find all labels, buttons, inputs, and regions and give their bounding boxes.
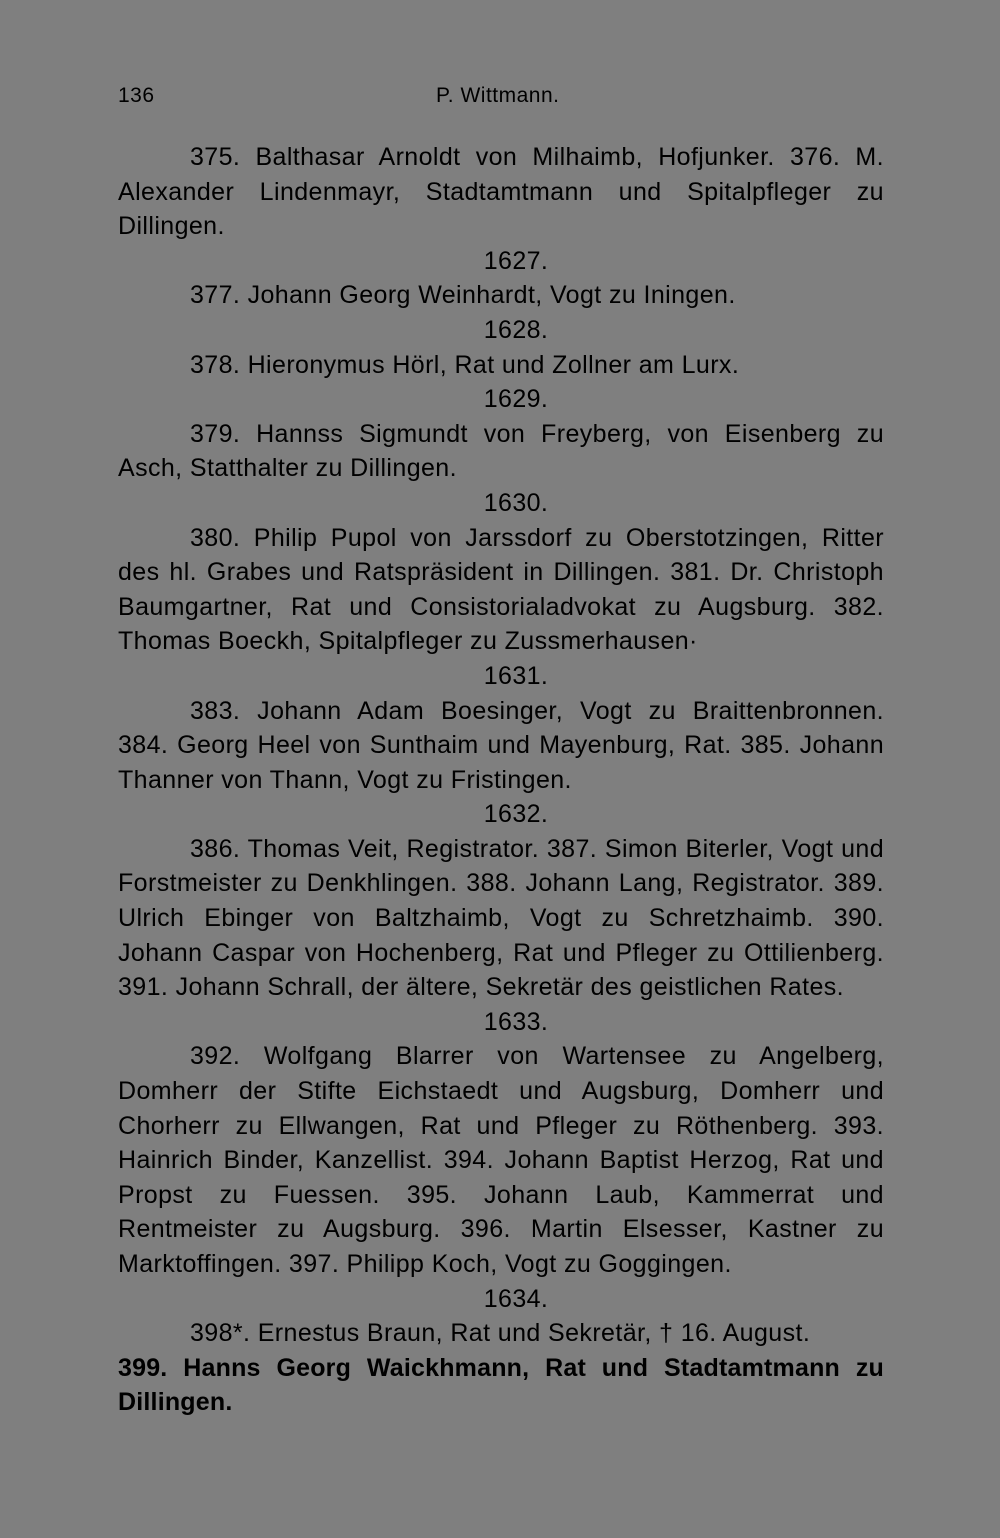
year-heading: 1627. [483,246,549,275]
year-heading: 1628. [483,315,549,344]
year-heading: 1629. [483,385,549,414]
year-heading: 1630. [483,488,549,517]
year-heading: 1634. [483,1284,549,1313]
page-number: 136 [118,84,155,107]
running-title: P. Wittmann. [436,84,560,107]
register-entry-paragraph: 377. Johann Georg Weinhardt, Vogt zu Iningen. [190,281,736,310]
register-entry-paragraph: 392. Wolfgang Blarrer von Wartensee zu Angelberg, Domherr der Stifte Eichstaedt und Augsburg, Domherr und Chorherr zu Ellwangen, Rat und Pfleger zu Röthenberg. 393. Hainrich Binder, Kanzellist. 394. Johann Baptist Herzog, Rat und Propst zu Fuessen. 395. Johann Laub, Kammerrat und Rentmeister zu Augsburg. 396. Martin Elsesser, Kastner zu Marktoffingen. 397. Philipp Koch, Vogt zu Goggingen. [118,1042,884,1278]
register-entry-paragraph: 399. Hanns Georg Waickhmann, Rat und Stadtamtmann zu Dillingen. [118,1353,884,1417]
register-entry-paragraph: 398*. Ernestus Braun, Rat und Sekretär, † 16. August. [190,1319,811,1348]
year-heading: 1631. [483,661,549,690]
page-header [118,84,888,118]
register-entry-paragraph: 383. Johann Adam Boesinger, Vogt zu Braittenbronnen. 384. Georg Heel von Sunthaim und Mayenburg, Rat. 385. Johann Thanner von Thann, Vogt zu Fristingen. [118,696,884,794]
register-entry-paragraph: 375. Balthasar Arnoldt von Milhaimb, Hofjunker. 376. M. Alexander Lindenmayr, Stadtamtmann und Spitalpfleger zu Dillingen. [118,143,884,241]
register-entry-paragraph: 379. Hannss Sigmundt von Freyberg, von Eisenberg zu Asch, Statthalter zu Dillingen. [118,419,884,483]
register-entry-paragraph: 380. Philip Pupol von Jarssdorf zu Oberstotzingen, Ritter des hl. Grabes und Ratspräsident in Dillingen. 381. Dr. Christoph Baumgartner, Rat und Consistorialadvokat zu Augsburg. 382. Thomas Boeckh, Spitalpfleger zu Zussmerhausen· [118,523,884,656]
year-heading: 1633. [483,1007,549,1036]
register-entry-paragraph: 386. Thomas Veit, Registrator. 387. Simon Biterler, Vogt und Forstmeister zu Denkhlingen. 388. Johann Lang, Registrator. 389. Ulrich Ebinger von Baltzhaimb, Vogt zu Schretzhaimb. 390. Johann Caspar von Hochenberg, Rat und Pfleger zu Ottilienberg. 391. Johann Schrall, der ältere, Sekretär des geistlichen Rates. [118,834,884,1002]
year-heading: 1632. [483,800,549,829]
body-text [118,140,884,1420]
register-entry-paragraph: 378. Hieronymus Hörl, Rat und Zollner am Lurx. [190,350,740,379]
